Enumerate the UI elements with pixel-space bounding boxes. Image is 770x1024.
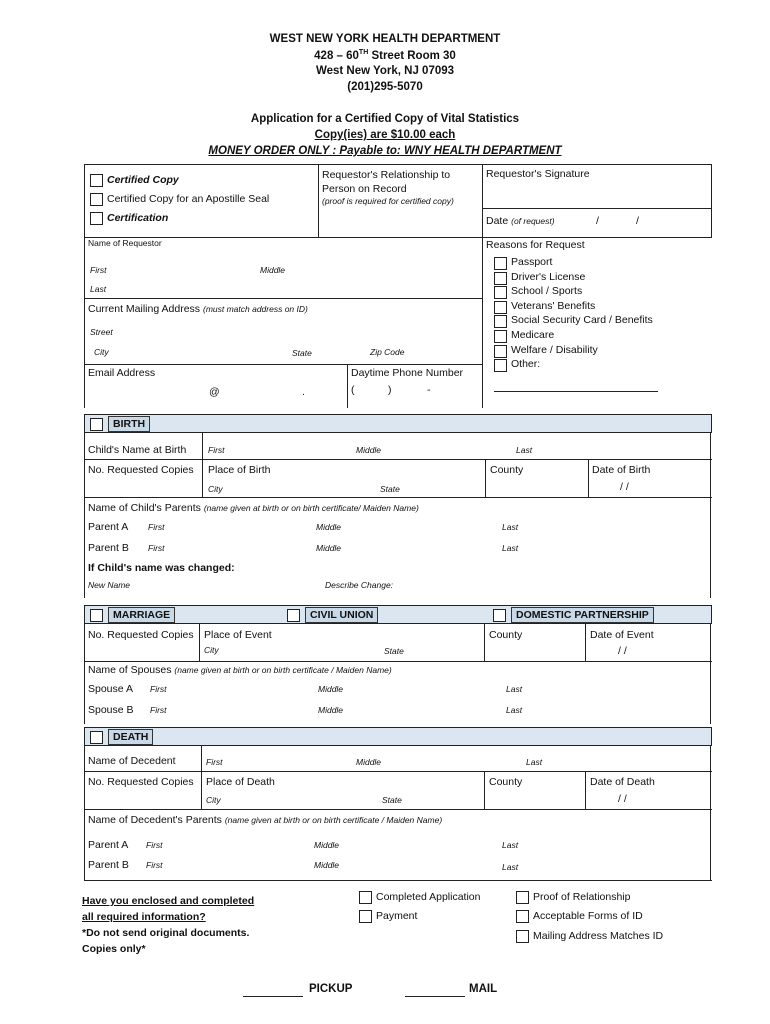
child-first-label: First — [208, 445, 225, 455]
spouse-b-middle: Middle — [318, 705, 344, 715]
zip-label: Zip Code — [370, 347, 405, 357]
spouses-title: Name of Spouses — [88, 664, 172, 676]
copies-only-note: Copies only* — [82, 943, 146, 955]
marriage-county-label: County — [489, 629, 523, 641]
reason-label: Passport — [511, 256, 553, 268]
birth-parent-b-middle: Middle — [316, 543, 342, 553]
date-of-birth-label: Date of Birth — [592, 464, 651, 476]
apostille-checkbox[interactable] — [90, 193, 103, 206]
death-parent-a-label: Parent A — [88, 839, 129, 851]
divider — [585, 771, 586, 809]
border — [84, 746, 85, 881]
birth-copies-label: No. Requested Copies — [88, 464, 194, 476]
spouse-a-middle: Middle — [318, 684, 344, 694]
daytime-phone-label: Daytime Phone Number — [351, 367, 464, 379]
birth-state-label: State — [380, 484, 400, 494]
divider — [485, 459, 486, 497]
place-of-event-label: Place of Event — [204, 629, 272, 641]
payment-label: Payment — [376, 910, 418, 922]
pickup-line[interactable] — [243, 996, 303, 997]
phone-paren-open: ( — [351, 384, 355, 396]
date-note: (of request) — [511, 216, 555, 226]
describe-change-label: Describe Change: — [325, 580, 394, 590]
date-label — [486, 215, 555, 227]
mail-label: MAIL — [469, 983, 498, 995]
reason-checkbox[interactable] — [494, 330, 507, 343]
place-of-birth-label: Place of Birth — [208, 464, 271, 476]
address-street: Street Room 30 — [368, 49, 456, 62]
reason-label: Driver's License — [511, 270, 586, 283]
forms-of-id-checkbox[interactable] — [516, 910, 529, 923]
place-of-death-label: Place of Death — [206, 776, 275, 788]
decedent-first: First — [206, 757, 223, 767]
death-band — [84, 727, 712, 746]
reason-checkbox[interactable] — [494, 286, 507, 299]
decedent-parents-title: Name of Decedent's Parents — [88, 814, 222, 826]
requestor-middle-label: Middle — [260, 265, 286, 275]
dod-separator: / / — [618, 793, 627, 805]
civil-union-band-label: CIVIL UNION — [305, 607, 378, 623]
child-middle-label: Middle — [356, 445, 382, 455]
divider — [482, 208, 712, 209]
spouses-label — [88, 664, 392, 676]
death-parent-a-last: Last — [502, 840, 519, 850]
application-title: Application for a Certified Copy of Vital Statistics — [250, 113, 520, 125]
marriage-copies-label: No. Requested Copies — [88, 629, 194, 641]
child-last-label: Last — [516, 445, 533, 455]
new-name-label: New Name — [88, 580, 131, 590]
divider — [482, 164, 483, 238]
border — [710, 624, 711, 724]
address-suffix: TH — [358, 49, 369, 56]
birth-parent-a-label: Parent A — [88, 521, 129, 533]
dob-separator: / / — [620, 481, 629, 493]
reason-label: Welfare / Disability — [511, 343, 598, 356]
spouse-b-last: Last — [506, 705, 523, 715]
divider — [201, 746, 202, 809]
marriage-checkbox[interactable] — [90, 609, 103, 622]
divider — [84, 771, 712, 772]
forms-of-id-label: Acceptable Forms of ID — [533, 910, 643, 922]
mailing-address-label — [88, 303, 308, 315]
birth-parent-b-first: First — [148, 543, 165, 553]
apostille-label: Certified Copy for an Apostille Seal — [107, 193, 270, 205]
divider — [484, 771, 485, 809]
reason-checkbox[interactable] — [494, 345, 507, 358]
border — [84, 238, 85, 408]
border — [710, 433, 711, 598]
email-label: Email Address — [88, 367, 156, 379]
mail-line[interactable] — [405, 996, 465, 997]
divider — [202, 433, 203, 497]
divider — [585, 624, 586, 661]
death-parent-b-label: Parent B — [88, 859, 129, 871]
date-of-event-label: Date of Event — [590, 629, 654, 641]
phone-dash: - — [427, 384, 431, 396]
divider — [318, 164, 319, 238]
parents-note: (name given at birth or on birth certificate/ Maiden Name) — [203, 503, 419, 513]
date-text: Date — [486, 215, 509, 227]
death-city-label: City — [206, 795, 221, 805]
death-copies-label: No. Requested Copies — [88, 776, 194, 788]
spouse-b-first: First — [150, 705, 167, 715]
signature-label: Requestor's Signature — [486, 168, 590, 180]
relationship-label: Requestor's Relationship to Person on Record — [322, 169, 451, 195]
parents-title: Name of Child's Parents — [88, 502, 201, 514]
department-phone: (201)295-5070 — [347, 81, 423, 93]
city-label: City — [94, 347, 109, 357]
department-address-line2: West New York, NJ 07093 — [315, 65, 455, 77]
reason-checkbox[interactable] — [494, 359, 507, 372]
pickup-label: PICKUP — [309, 983, 353, 995]
divider — [84, 459, 712, 460]
reason-label: Other: — [511, 358, 541, 371]
reason-label: Veterans' Benefits — [511, 299, 596, 312]
death-parent-b-first: First — [146, 860, 163, 870]
birth-parent-a-first: First — [148, 522, 165, 532]
certified-copy-label: Certified Copy — [107, 174, 179, 186]
checklist-question-1: Have you enclosed and completed — [82, 895, 255, 907]
death-county-label: County — [489, 776, 523, 788]
divider — [84, 298, 482, 299]
certification-label: Certification — [107, 212, 169, 224]
birth-parent-a-middle: Middle — [316, 522, 342, 532]
birth-parent-b-label: Parent B — [88, 542, 129, 554]
completed-application-label: Completed Application — [376, 891, 481, 903]
certified-copy-checkbox[interactable] — [90, 174, 103, 187]
spouse-b-label: Spouse B — [88, 704, 134, 716]
domestic-partnership-checkbox[interactable] — [493, 609, 506, 622]
marriage-state-label: State — [384, 646, 404, 656]
border — [84, 880, 712, 881]
department-address-line1 — [0, 49, 770, 62]
reason-checkbox[interactable] — [494, 315, 507, 328]
requestor-first-label: First — [90, 265, 107, 275]
department-name: WEST NEW YORK HEALTH DEPARTMENT — [269, 33, 501, 45]
spouse-a-last: Last — [506, 684, 523, 694]
marriage-band-label: MARRIAGE — [108, 607, 175, 623]
decedent-parents-note: (name given at birth or on birth certificate / Maiden Name) — [224, 815, 443, 825]
requestor-last-label: Last — [90, 284, 107, 294]
date-separator: / — [596, 215, 599, 227]
proof-of-relationship-label: Proof of Relationship — [533, 891, 631, 903]
decedent-parents-label — [88, 814, 442, 826]
checklist-question-2: all required information? — [82, 911, 206, 923]
birth-band-label: BIRTH — [108, 416, 150, 432]
price-note: Copy(ies) are $10.00 each — [314, 129, 456, 141]
doe-separator: / / — [618, 645, 627, 657]
original-docs-note: *Do not send original documents. — [82, 927, 250, 939]
child-parents-label — [88, 502, 419, 514]
reason-label: Medicare — [511, 329, 555, 341]
phone-paren-close: ) — [388, 384, 392, 396]
border — [84, 624, 85, 724]
divider — [199, 624, 200, 661]
birth-county-label: County — [490, 464, 524, 476]
proof-of-relationship-checkbox[interactable] — [516, 891, 529, 904]
child-name-label: Child's Name at Birth — [88, 444, 187, 456]
payment-checkbox[interactable] — [359, 910, 372, 923]
border — [482, 238, 483, 408]
reason-checkbox[interactable] — [494, 301, 507, 314]
border — [84, 433, 85, 598]
other-reason-line — [494, 391, 658, 392]
divider — [84, 497, 712, 498]
death-checkbox[interactable] — [90, 731, 103, 744]
birth-parent-b-last: Last — [502, 543, 519, 553]
completed-application-checkbox[interactable] — [359, 891, 372, 904]
marriage-city-label: City — [204, 645, 219, 655]
email-at: @ — [209, 386, 220, 398]
birth-checkbox[interactable] — [90, 418, 103, 431]
address-number: 428 – 60 — [314, 49, 359, 62]
name-changed-label: If Child's name was changed: — [88, 562, 235, 574]
email-dot: . — [302, 386, 305, 398]
decedent-middle: Middle — [356, 757, 382, 767]
border — [710, 746, 711, 881]
mailing-text: Current Mailing Address — [88, 303, 201, 315]
death-parent-b-last: Last — [502, 862, 519, 872]
domestic-partnership-band-label: DOMESTIC PARTNERSHIP — [511, 607, 654, 623]
street-label: Street — [90, 327, 113, 337]
civil-union-checkbox[interactable] — [287, 609, 300, 622]
payment-note: MONEY ORDER ONLY : Payable to: WNY HEALTH DEPARTMENT — [208, 145, 562, 157]
state-label: State — [292, 348, 312, 358]
reason-label: Social Security Card / Benefits — [511, 314, 653, 327]
divider — [84, 364, 482, 365]
date-separator: / — [636, 215, 639, 227]
death-parent-b-middle: Middle — [314, 860, 340, 870]
decedent-name-label: Name of Decedent — [88, 755, 176, 767]
date-of-death-label: Date of Death — [590, 776, 655, 788]
divider — [84, 661, 712, 662]
reason-checkbox[interactable] — [494, 272, 507, 285]
birth-city-label: City — [208, 484, 223, 494]
reasons-title: Reasons for Request — [486, 239, 585, 251]
spouses-note: (name given at birth or on birth certificate / Maiden Name) — [174, 665, 392, 675]
death-band-label: DEATH — [108, 729, 153, 745]
divider — [347, 364, 348, 408]
mailing-note: (must match address on ID) — [202, 304, 308, 314]
divider — [84, 809, 712, 810]
relationship-note: (proof is required for certified copy) — [322, 196, 454, 206]
death-state-label: State — [382, 795, 402, 805]
birth-parent-a-last: Last — [502, 522, 519, 532]
mailing-matches-id-label: Mailing Address Matches ID — [533, 930, 664, 942]
spouse-a-label: Spouse A — [88, 683, 133, 695]
reason-label: School / Sports — [511, 285, 583, 298]
certification-checkbox[interactable] — [90, 212, 103, 225]
reason-checkbox[interactable] — [494, 257, 507, 270]
mailing-matches-id-checkbox[interactable] — [516, 930, 529, 943]
divider — [588, 459, 589, 497]
death-parent-a-first: First — [146, 840, 163, 850]
birth-band — [84, 414, 712, 433]
spouse-a-first: First — [150, 684, 167, 694]
requestor-name-label: Name of Requestor — [88, 238, 162, 248]
death-parent-a-middle: Middle — [314, 840, 340, 850]
decedent-last: Last — [526, 757, 543, 767]
divider — [484, 624, 485, 661]
